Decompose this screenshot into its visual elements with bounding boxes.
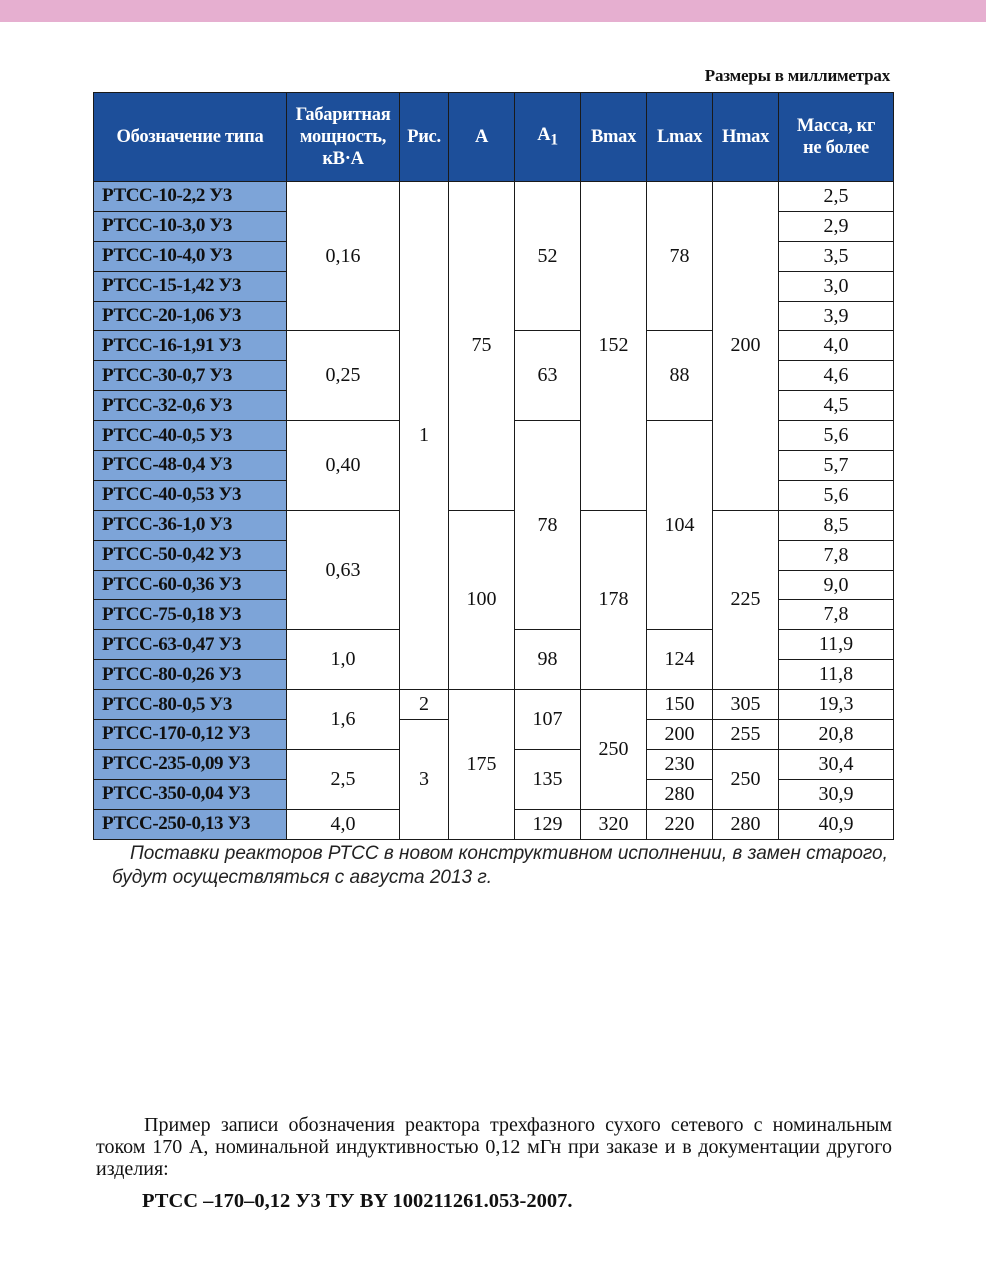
a-cell: 175: [449, 690, 515, 839]
lmax-cell: 78: [647, 182, 713, 331]
header-a: А: [449, 93, 515, 182]
a1-cell: 52: [515, 182, 581, 331]
designation-example-text: Пример записи обозначения реактора трехфазного сухого сетевого с номинальным током 170 А, номинальной индуктивностью 0,12 мГн при заказе и в документации другого изделия:: [96, 1114, 892, 1180]
top-accent-bar: [0, 0, 986, 22]
mass-cell: 2,9: [779, 211, 894, 241]
lmax-cell: 220: [647, 809, 713, 839]
mass-cell: 20,8: [779, 720, 894, 750]
designation-example: [96, 1114, 892, 1180]
table-row: [94, 510, 894, 540]
units-caption: Размеры в миллиметрах: [704, 66, 890, 85]
header-power-line2: мощность,: [299, 126, 387, 147]
header-mass: [779, 93, 894, 182]
bmax-cell: 178: [581, 510, 647, 689]
type-cell: РТСС-40-0,5 У3: [94, 421, 287, 451]
mass-cell: 4,6: [779, 361, 894, 391]
header-bmax: Bmax: [581, 93, 647, 182]
type-cell: РТСС-250-0,13 У3: [94, 809, 287, 839]
type-cell: РТСС-40-0,53 У3: [94, 480, 287, 510]
fig-cell: 1: [400, 182, 449, 690]
header-power: [287, 93, 400, 182]
type-cell: РТСС-32-0,6 У3: [94, 391, 287, 421]
mass-cell: 8,5: [779, 510, 894, 540]
lmax-cell: 124: [647, 630, 713, 690]
designation-code: РТСС –170–0,12 У3 ТУ BY 100211261.053-2007.: [142, 1190, 573, 1212]
type-cell: РТСС-170-0,12 У3: [94, 720, 287, 750]
a1-cell: 78: [515, 421, 581, 630]
type-cell: РТСС-80-0,26 У3: [94, 660, 287, 690]
a1-cell: 129: [515, 809, 581, 839]
bmax-cell: 250: [581, 690, 647, 810]
type-cell: РТСС-16-1,91 У3: [94, 331, 287, 361]
type-cell: РТСС-48-0,4 У3: [94, 451, 287, 481]
supply-note-line1: Поставки реакторов РТСС в новом конструктивном исполнении, в замен старого,: [130, 843, 888, 864]
type-cell: РТСС-10-3,0 У3: [94, 211, 287, 241]
a1-cell: 135: [515, 749, 581, 809]
type-cell: РТСС-36-1,0 У3: [94, 510, 287, 540]
header-a1-main: А: [537, 124, 551, 145]
header-type: Обозначение типа: [94, 93, 287, 182]
table-row: [94, 690, 894, 720]
power-cell: 1,6: [287, 690, 400, 750]
lmax-cell: 104: [647, 421, 713, 630]
lmax-cell: 230: [647, 749, 713, 779]
hmax-cell: 225: [713, 510, 779, 689]
type-cell: РТСС-63-0,47 У3: [94, 630, 287, 660]
fig-cell: 2: [400, 690, 449, 720]
hmax-cell: 255: [713, 720, 779, 750]
bmax-cell: 320: [581, 809, 647, 839]
power-cell: 0,25: [287, 331, 400, 421]
power-cell: 1,0: [287, 630, 400, 690]
type-cell: РТСС-20-1,06 У3: [94, 301, 287, 331]
header-a1-sub: 1: [550, 131, 558, 149]
type-cell: РТСС-60-0,36 У3: [94, 570, 287, 600]
type-cell: РТСС-10-4,0 У3: [94, 241, 287, 271]
header-power-line3: кВ·А: [322, 149, 364, 170]
power-cell: 4,0: [287, 809, 400, 839]
bmax-cell: 152: [581, 182, 647, 511]
mass-cell: 5,7: [779, 451, 894, 481]
mass-cell: 11,8: [779, 660, 894, 690]
type-cell: РТСС-80-0,5 У3: [94, 690, 287, 720]
mass-cell: 7,8: [779, 600, 894, 630]
power-cell: 0,63: [287, 510, 400, 630]
hmax-cell: 280: [713, 809, 779, 839]
type-cell: РТСС-10-2,2 У3: [94, 182, 287, 212]
fig-cell: 3: [400, 720, 449, 840]
type-cell: РТСС-50-0,42 У3: [94, 540, 287, 570]
header-a1: [515, 93, 581, 182]
hmax-cell: 305: [713, 690, 779, 720]
header-mass-line2: не более: [803, 138, 869, 158]
header-fig: Рис.: [400, 93, 449, 182]
lmax-cell: 88: [647, 331, 713, 421]
a1-cell: 107: [515, 690, 581, 750]
mass-cell: 4,0: [779, 331, 894, 361]
mass-cell: 3,5: [779, 241, 894, 271]
mass-cell: 30,9: [779, 779, 894, 809]
type-cell: РТСС-75-0,18 У3: [94, 600, 287, 630]
mass-cell: 40,9: [779, 809, 894, 839]
header-mass-line1: Масса, кг: [796, 115, 876, 136]
mass-cell: 4,5: [779, 391, 894, 421]
a1-cell: 98: [515, 630, 581, 690]
mass-cell: 9,0: [779, 570, 894, 600]
table-row: [94, 182, 894, 212]
table-header-row: [94, 93, 894, 182]
a-cell: 100: [449, 510, 515, 689]
mass-cell: 7,8: [779, 540, 894, 570]
hmax-cell: 200: [713, 182, 779, 511]
power-cell: 0,16: [287, 182, 400, 331]
mass-cell: 30,4: [779, 749, 894, 779]
reactor-spec-table: [93, 92, 894, 840]
mass-cell: 3,9: [779, 301, 894, 331]
mass-cell: 2,5: [779, 182, 894, 212]
a1-cell: 63: [515, 331, 581, 421]
mass-cell: 19,3: [779, 690, 894, 720]
lmax-cell: 150: [647, 690, 713, 720]
type-cell: РТСС-15-1,42 У3: [94, 271, 287, 301]
type-cell: РТСС-235-0,09 У3: [94, 749, 287, 779]
supply-note-line2: будут осуществляться с августа 2013 г.: [112, 866, 493, 888]
mass-cell: 3,0: [779, 271, 894, 301]
mass-cell: 5,6: [779, 480, 894, 510]
lmax-cell: 280: [647, 779, 713, 809]
mass-cell: 5,6: [779, 421, 894, 451]
mass-cell: 11,9: [779, 630, 894, 660]
header-power-line1: Габаритная: [295, 104, 391, 125]
lmax-cell: 200: [647, 720, 713, 750]
a-cell: 75: [449, 182, 515, 511]
power-cell: 0,40: [287, 421, 400, 511]
type-cell: РТСС-30-0,7 У3: [94, 361, 287, 391]
power-cell: 2,5: [287, 749, 400, 809]
supply-note: [112, 842, 912, 890]
type-cell: РТСС-350-0,04 У3: [94, 779, 287, 809]
hmax-cell: 250: [713, 749, 779, 809]
header-hmax: Hmax: [713, 93, 779, 182]
header-lmax: Lmax: [647, 93, 713, 182]
